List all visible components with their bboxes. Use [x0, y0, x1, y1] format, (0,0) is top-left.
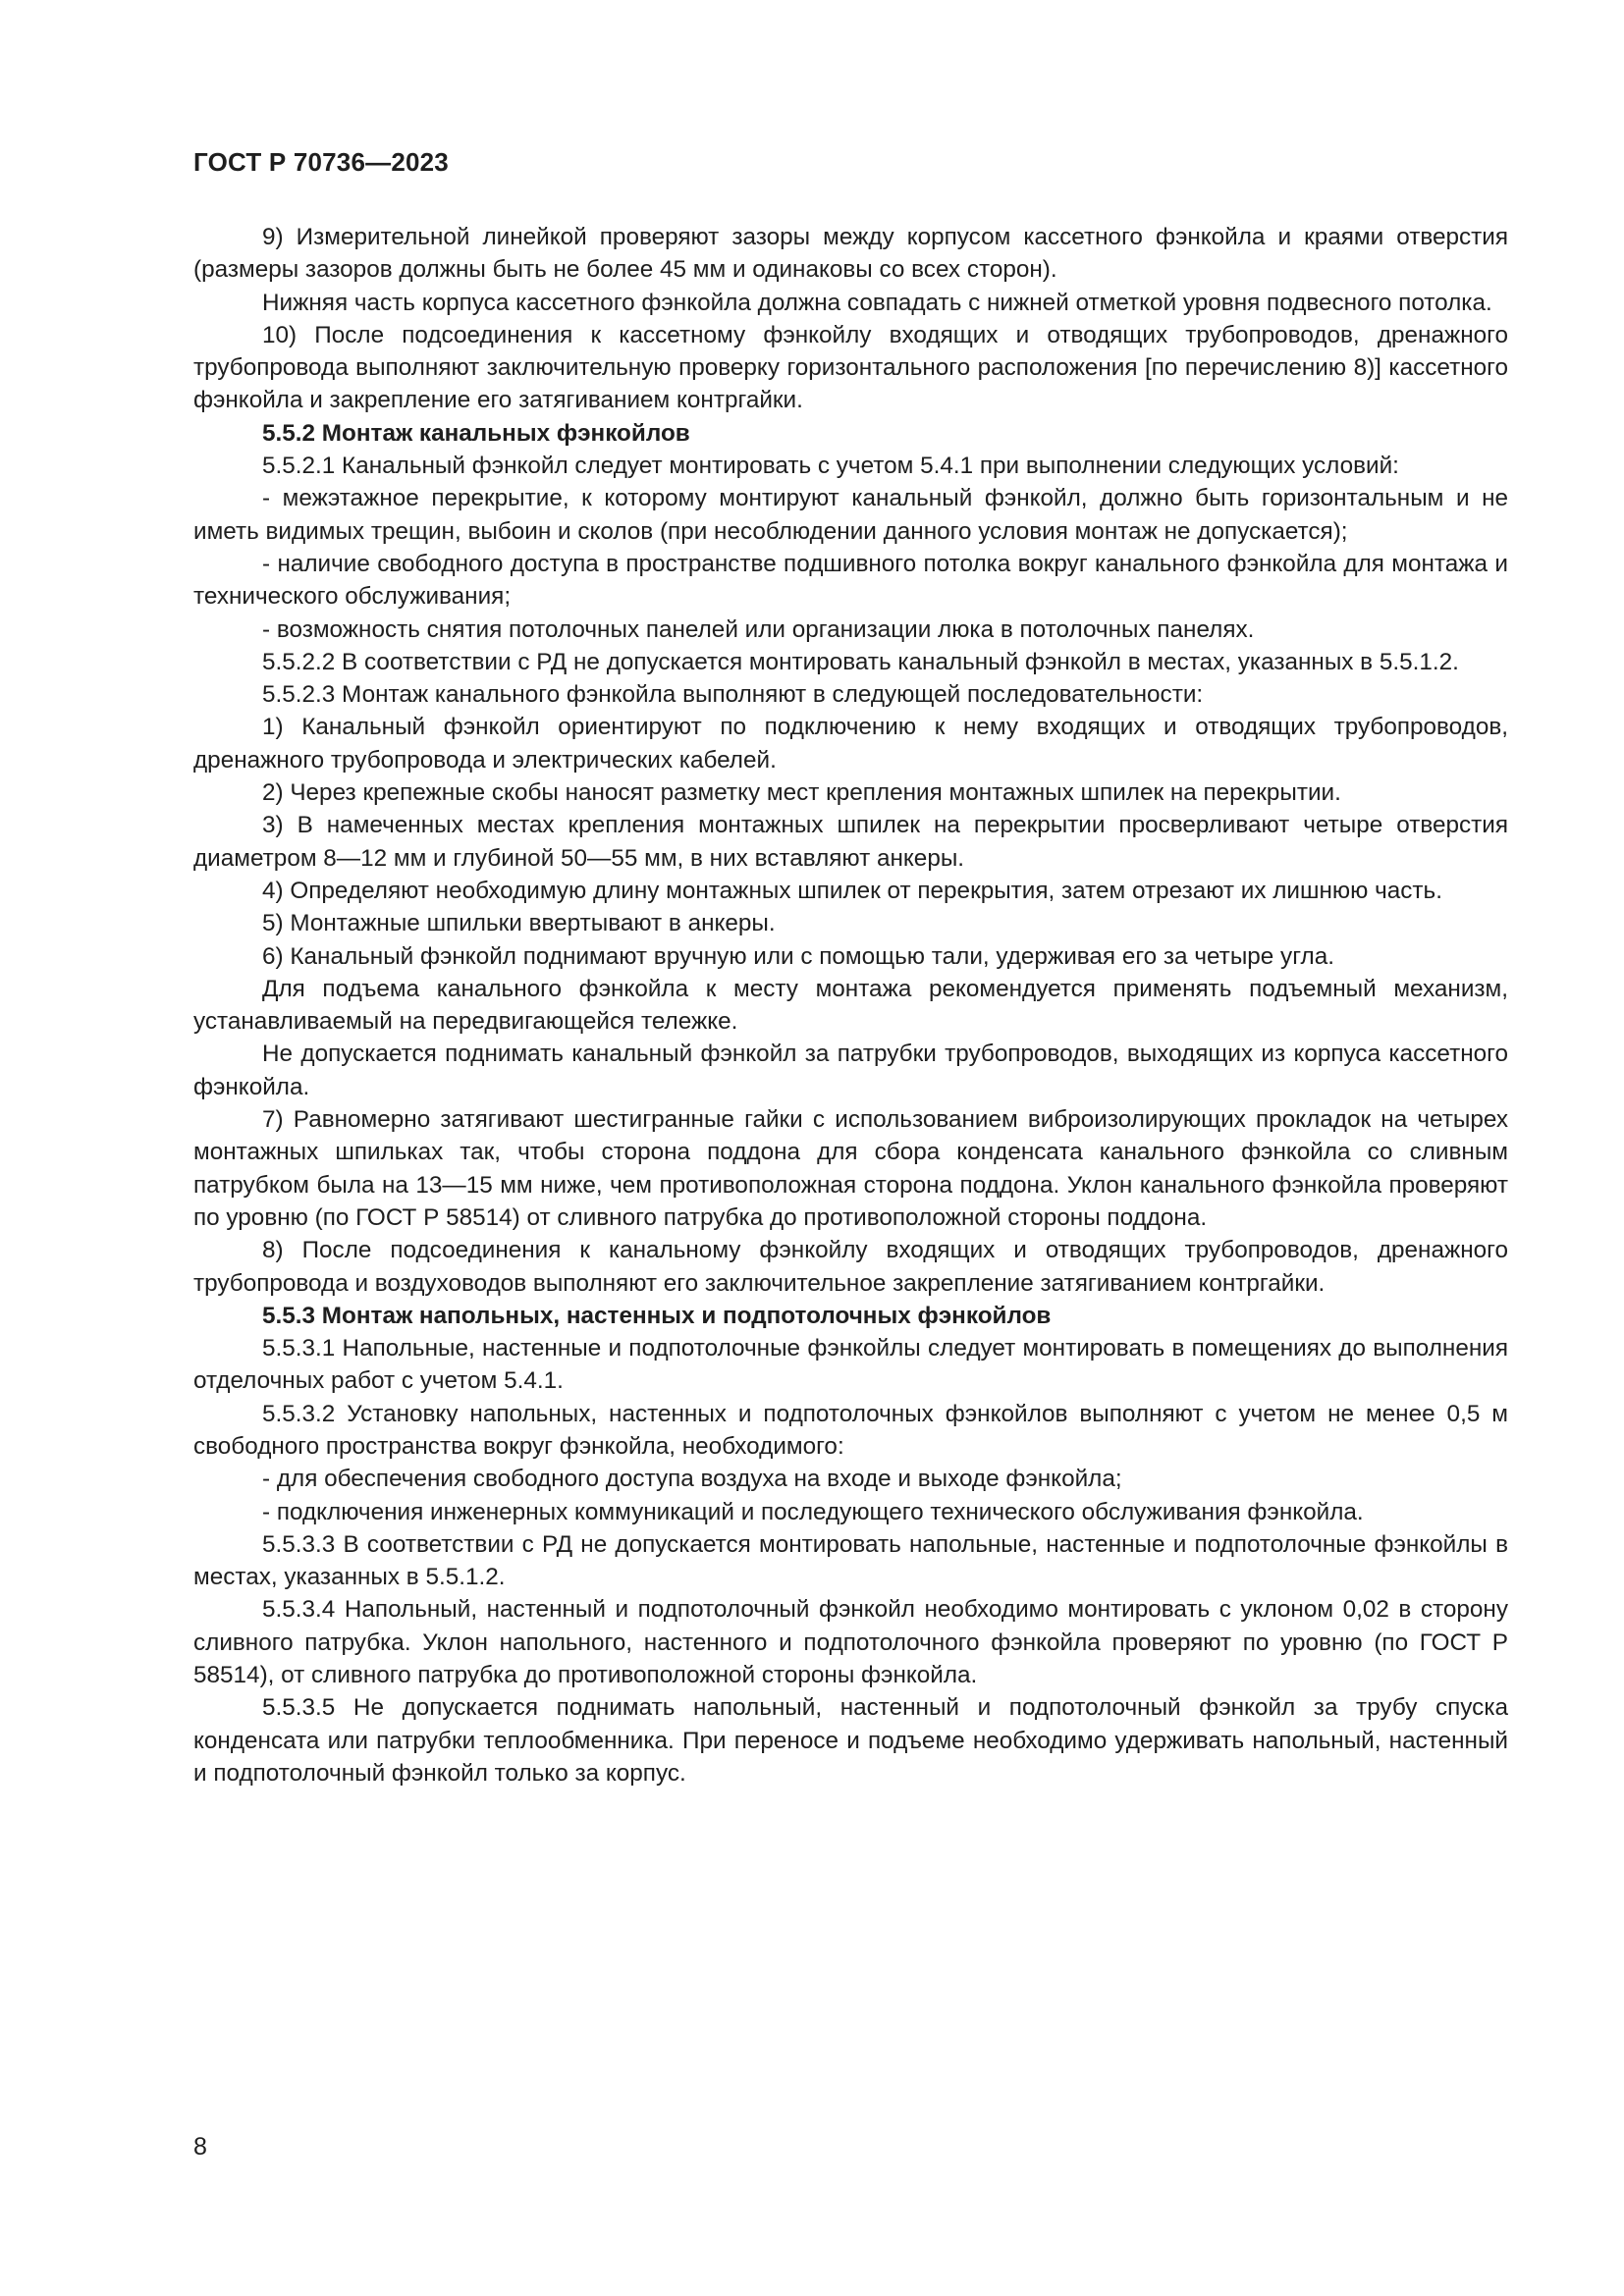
paragraph: Для подъема канального фэнкойла к месту монтажа рекомендуется применять подъемный механизм, устанавливаемый на передвигающейся тележке.: [193, 975, 1508, 1036]
paragraph: 5.5.3.2 Установку напольных, настенных и подпотолочных фэнкойлов выполняют с учетом не менее 0,5 м свободного пространства вокруг фэнкойла, необходимого:: [193, 1400, 1508, 1460]
list-item: - наличие свободного доступа в пространстве подшивного потолка вокруг канального фэнкойла для монтажа и технического обслуживания;: [193, 550, 1508, 611]
list-item: 4) Определяют необходимую длину монтажных шпилек от перекрытия, затем отрезают их лишнюю часть.: [262, 877, 1442, 904]
list-item: - подключения инженерных коммуникаций и последующего технического обслуживания фэнкойла.: [262, 1498, 1364, 1525]
document-body: [193, 221, 1508, 1789]
list-item: 7) Равномерно затягивают шестигранные гайки с использованием виброизолирующих прокладок на четырех монтажных шпильках так, чтобы сторона поддона для сбора конденсата канального фэнкойла со сливным патрубком была на 13—15 мм ниже, чем противоположная сторона поддона. Уклон канального фэнкойла проверяют по уровню (по ГОСТ Р 58514) от сливного патрубка до противоположной стороны поддона.: [193, 1106, 1508, 1231]
section-heading: 5.5.3 Монтаж напольных, настенных и подпотолочных фэнкойлов: [262, 1302, 1052, 1329]
list-item: - для обеспечения свободного доступа воздуха на входе и выходе фэнкойла;: [262, 1466, 1122, 1493]
list-item: 2) Через крепежные скобы наносят разметку мест крепления монтажных шпилек на перекрытии.: [262, 779, 1341, 807]
document-header: ГОСТ Р 70736—2023: [193, 147, 449, 177]
paragraph: 5.5.3.3 В соответствии с РД не допускается монтировать напольные, настенные и подпотолочные фэнкойлы в местах, указанных в 5.5.1.2.: [193, 1530, 1508, 1591]
list-item: - межэтажное перекрытие, к которому монтируют канальный фэнкойл, должно быть горизонтальным и не иметь видимых трещин, выбоин и сколов (при несоблюдении данного условия монтаж не допускается);: [193, 485, 1508, 545]
paragraph: Не допускается поднимать канальный фэнкойл за патрубки трубопроводов, выходящих из корпуса кассетного фэнкойла.: [193, 1041, 1508, 1100]
paragraph: 5.5.3.5 Не допускается поднимать напольный, настенный и подпотолочный фэнкойл за трубу спуска конденсата или патрубки теплообменника. При переносе и подъеме необходимо удерживать напольный, настенный и подпотолочный фэнкойл только за корпус.: [193, 1694, 1508, 1787]
paragraph: 5.5.3.1 Напольные, настенные и подпотолочные фэнкойлы следует монтировать в помещениях до выполнения отделочных работ с учетом 5.4.1.: [193, 1335, 1508, 1395]
paragraph: 5.5.3.4 Напольный, настенный и подпотолочный фэнкойл необходимо монтировать с уклоном 0,02 в сторону сливного патрубка. Уклон напольного, настенного и подпотолочного фэнкойла проверяют по уровню (по ГОСТ Р 58514), от сливного патрубка до противоположной стороны фэнкойла.: [193, 1596, 1508, 1689]
paragraph: Нижняя часть корпуса кассетного фэнкойла должна совпадать с нижней отметкой уровня подвесного потолка.: [262, 289, 1492, 316]
paragraph: 9) Измерительной линейкой проверяют зазоры между корпусом кассетного фэнкойла и краями отверстия (размеры зазоров должны быть не более 45 мм и одинаковы со всех сторон).: [193, 224, 1508, 284]
paragraph: 5.5.2.1 Канальный фэнкойл следует монтировать с учетом 5.4.1 при выполнении следующих условий:: [262, 453, 1399, 480]
section-heading: 5.5.2 Монтаж канальных фэнкойлов: [262, 419, 690, 447]
list-item: 1) Канальный фэнкойл ориентируют по подключению к нему входящих и отводящих трубопроводов, дренажного трубопровода и электрических кабелей.: [193, 714, 1508, 774]
list-item: 8) После подсоединения к канальному фэнкойлу входящих и отводящих трубопроводов, дренажного трубопровода и воздуховодов выполняют его заключительное закрепление затягиванием контргайки.: [193, 1237, 1508, 1297]
list-item: 3) В намеченных местах крепления монтажных шпилек на перекрытии просверливают четыре отверстия диаметром 8—12 мм и глубиной 50—55 мм, в них вставляют анкеры.: [193, 812, 1508, 872]
paragraph: 10) После подсоединения к кассетному фэнкойлу входящих и отводящих трубопроводов, дренажного трубопровода выполняют заключительную проверку горизонтального расположения [по перечислению 8)] кассетного фэнкойла и закрепление его затягиванием контргайки.: [193, 321, 1508, 414]
list-item: 5) Монтажные шпильки ввертывают в анкеры.: [262, 910, 776, 937]
page-number: 8: [193, 2133, 207, 2161]
paragraph: 5.5.2.2 В соответствии с РД не допускается монтировать канальный фэнкойл в местах, указанных в 5.5.1.2.: [262, 648, 1459, 675]
list-item: - возможность снятия потолочных панелей или организации люка в потолочных панелях.: [262, 615, 1255, 643]
list-item: 6) Канальный фэнкойл поднимают вручную или с помощью тали, удерживая его за четыре угла.: [262, 942, 1334, 970]
paragraph: 5.5.2.3 Монтаж канального фэнкойла выполняют в следующей последовательности:: [262, 681, 1204, 709]
